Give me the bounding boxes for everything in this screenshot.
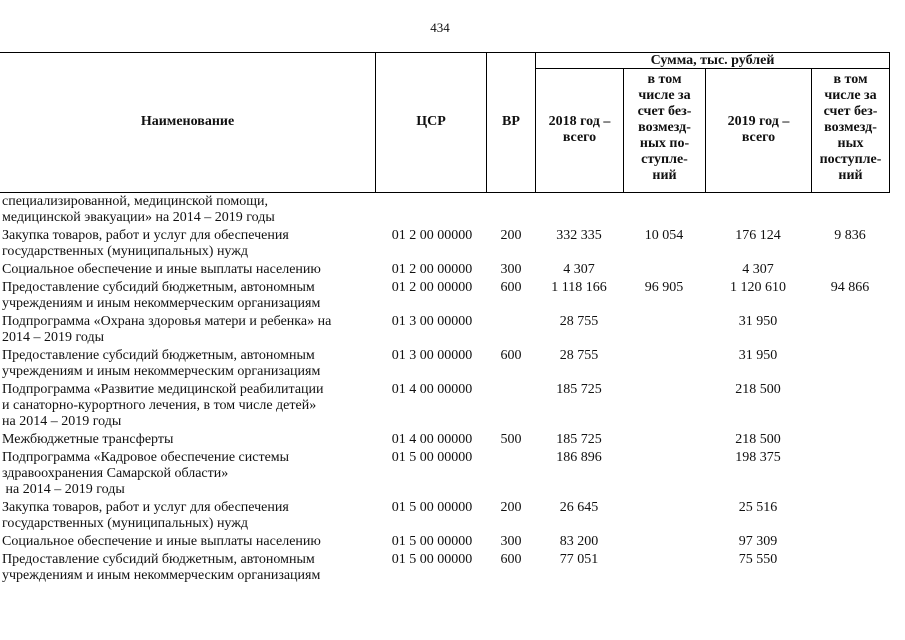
table-row xyxy=(0,500,890,534)
row-name: Социальное обеспечение и иные выплаты населению xyxy=(2,262,321,277)
table-row xyxy=(0,280,890,314)
row-vr: 200 xyxy=(500,228,522,243)
row-name: Подпрограмма «Охрана здоровья матери и ребенка» на 2014 – 2019 годы xyxy=(2,314,332,345)
row-2019-total: 97 309 xyxy=(738,534,778,549)
row-2018-total: 4 307 xyxy=(563,262,595,277)
row-name: Межбюджетные трансферты xyxy=(2,432,174,447)
row-name: Подпрограмма «Развитие медицинской реабилитации и санаторно-курортного лечения, в том числе детей» на 2014 – 2019 годы xyxy=(2,382,324,429)
row-2018-total: 28 755 xyxy=(559,348,599,363)
row-2018-free: 10 054 xyxy=(644,228,684,243)
row-2018-total: 83 200 xyxy=(559,534,599,549)
row-2018-total: 185 725 xyxy=(556,432,602,447)
header-2019-total: 2019 год – всего xyxy=(727,114,790,145)
table-row xyxy=(0,194,890,228)
row-2019-total: 1 120 610 xyxy=(730,280,786,295)
table-row xyxy=(0,450,890,500)
table-row xyxy=(0,382,890,432)
row-csr: 01 5 00 00000 xyxy=(391,552,473,567)
table-row xyxy=(0,552,890,586)
table-row xyxy=(0,534,890,552)
row-2019-free: 94 866 xyxy=(830,280,870,295)
row-2019-total: 4 307 xyxy=(742,262,774,277)
row-vr: 300 xyxy=(500,262,522,277)
header-vr: ВР xyxy=(502,114,520,129)
row-2019-total: 25 516 xyxy=(738,500,778,515)
table-row xyxy=(0,432,890,450)
row-csr: 01 3 00 00000 xyxy=(391,314,473,329)
row-2018-total: 77 051 xyxy=(559,552,599,567)
table-header xyxy=(0,52,890,192)
row-2018-total: 1 118 166 xyxy=(551,280,607,295)
row-vr: 500 xyxy=(500,432,522,447)
row-csr: 01 2 00 00000 xyxy=(391,228,473,243)
header-divider xyxy=(889,52,890,192)
row-csr: 01 3 00 00000 xyxy=(391,348,473,363)
row-2019-total: 198 375 xyxy=(735,450,781,465)
row-name: специализированной, медицинской помощи, медицинской эвакуации» на 2014 – 2019 годы xyxy=(2,194,275,225)
row-csr: 01 5 00 00000 xyxy=(391,500,473,515)
row-vr: 600 xyxy=(500,280,522,295)
row-name: Социальное обеспечение и иные выплаты населению xyxy=(2,534,321,549)
header-csr: ЦСР xyxy=(416,114,446,129)
table-row xyxy=(0,348,890,382)
row-name: Закупка товаров, работ и услуг для обеспечения государственных (муниципальных) нужд xyxy=(2,500,289,531)
row-2018-total: 26 645 xyxy=(559,500,599,515)
table-body xyxy=(0,194,890,586)
header-2018-total: 2018 год – всего xyxy=(548,114,611,145)
row-2018-total: 28 755 xyxy=(559,314,599,329)
row-2018-total: 186 896 xyxy=(556,450,602,465)
row-csr: 01 2 00 00000 xyxy=(391,262,473,277)
row-vr: 200 xyxy=(500,500,522,515)
row-vr: 600 xyxy=(500,552,522,567)
table-row xyxy=(0,228,890,262)
header-name: Наименование xyxy=(140,114,235,129)
row-name: Закупка товаров, работ и услуг для обеспечения государственных (муниципальных) нужд xyxy=(2,228,289,259)
row-2019-total: 176 124 xyxy=(735,228,781,243)
header-2018-free: в том числе за счет без- возмезд- ных по- ступле- ний xyxy=(637,72,692,183)
row-2019-total: 218 500 xyxy=(735,382,781,397)
row-name: Предоставление субсидий бюджетным, автономным учреждениям и иным некоммерческим организациям xyxy=(2,348,321,379)
row-csr: 01 4 00 00000 xyxy=(391,432,473,447)
table-row xyxy=(0,262,890,280)
table-row xyxy=(0,314,890,348)
row-name: Предоставление субсидий бюджетным, автономным учреждениям и иным некоммерческим организациям xyxy=(2,280,321,311)
page-number: 434 xyxy=(430,20,450,35)
row-2019-total: 75 550 xyxy=(738,552,778,567)
row-csr: 01 2 00 00000 xyxy=(391,280,473,295)
row-vr: 300 xyxy=(500,534,522,549)
row-vr: 600 xyxy=(500,348,522,363)
row-2019-total: 218 500 xyxy=(735,432,781,447)
row-2019-total: 31 950 xyxy=(738,314,778,329)
row-2018-free: 96 905 xyxy=(644,280,684,295)
row-csr: 01 5 00 00000 xyxy=(391,450,473,465)
header-sum: Сумма, тыс. рублей xyxy=(650,53,775,68)
row-name: Подпрограмма «Кадровое обеспечение системы здравоохранения Самарской области» на 2014 – 2019 годы xyxy=(2,450,290,497)
row-csr: 01 4 00 00000 xyxy=(391,382,473,397)
header-bottom-rule xyxy=(0,192,890,193)
row-2018-total: 332 335 xyxy=(556,228,602,243)
row-csr: 01 5 00 00000 xyxy=(391,534,473,549)
row-2019-total: 31 950 xyxy=(738,348,778,363)
header-2019-free: в том числе за счет без- возмезд- ных поступле- ний xyxy=(819,72,882,183)
row-name: Предоставление субсидий бюджетным, автономным учреждениям и иным некоммерческим организациям xyxy=(2,552,321,583)
row-2018-total: 185 725 xyxy=(556,382,602,397)
row-2019-free: 9 836 xyxy=(834,228,866,243)
